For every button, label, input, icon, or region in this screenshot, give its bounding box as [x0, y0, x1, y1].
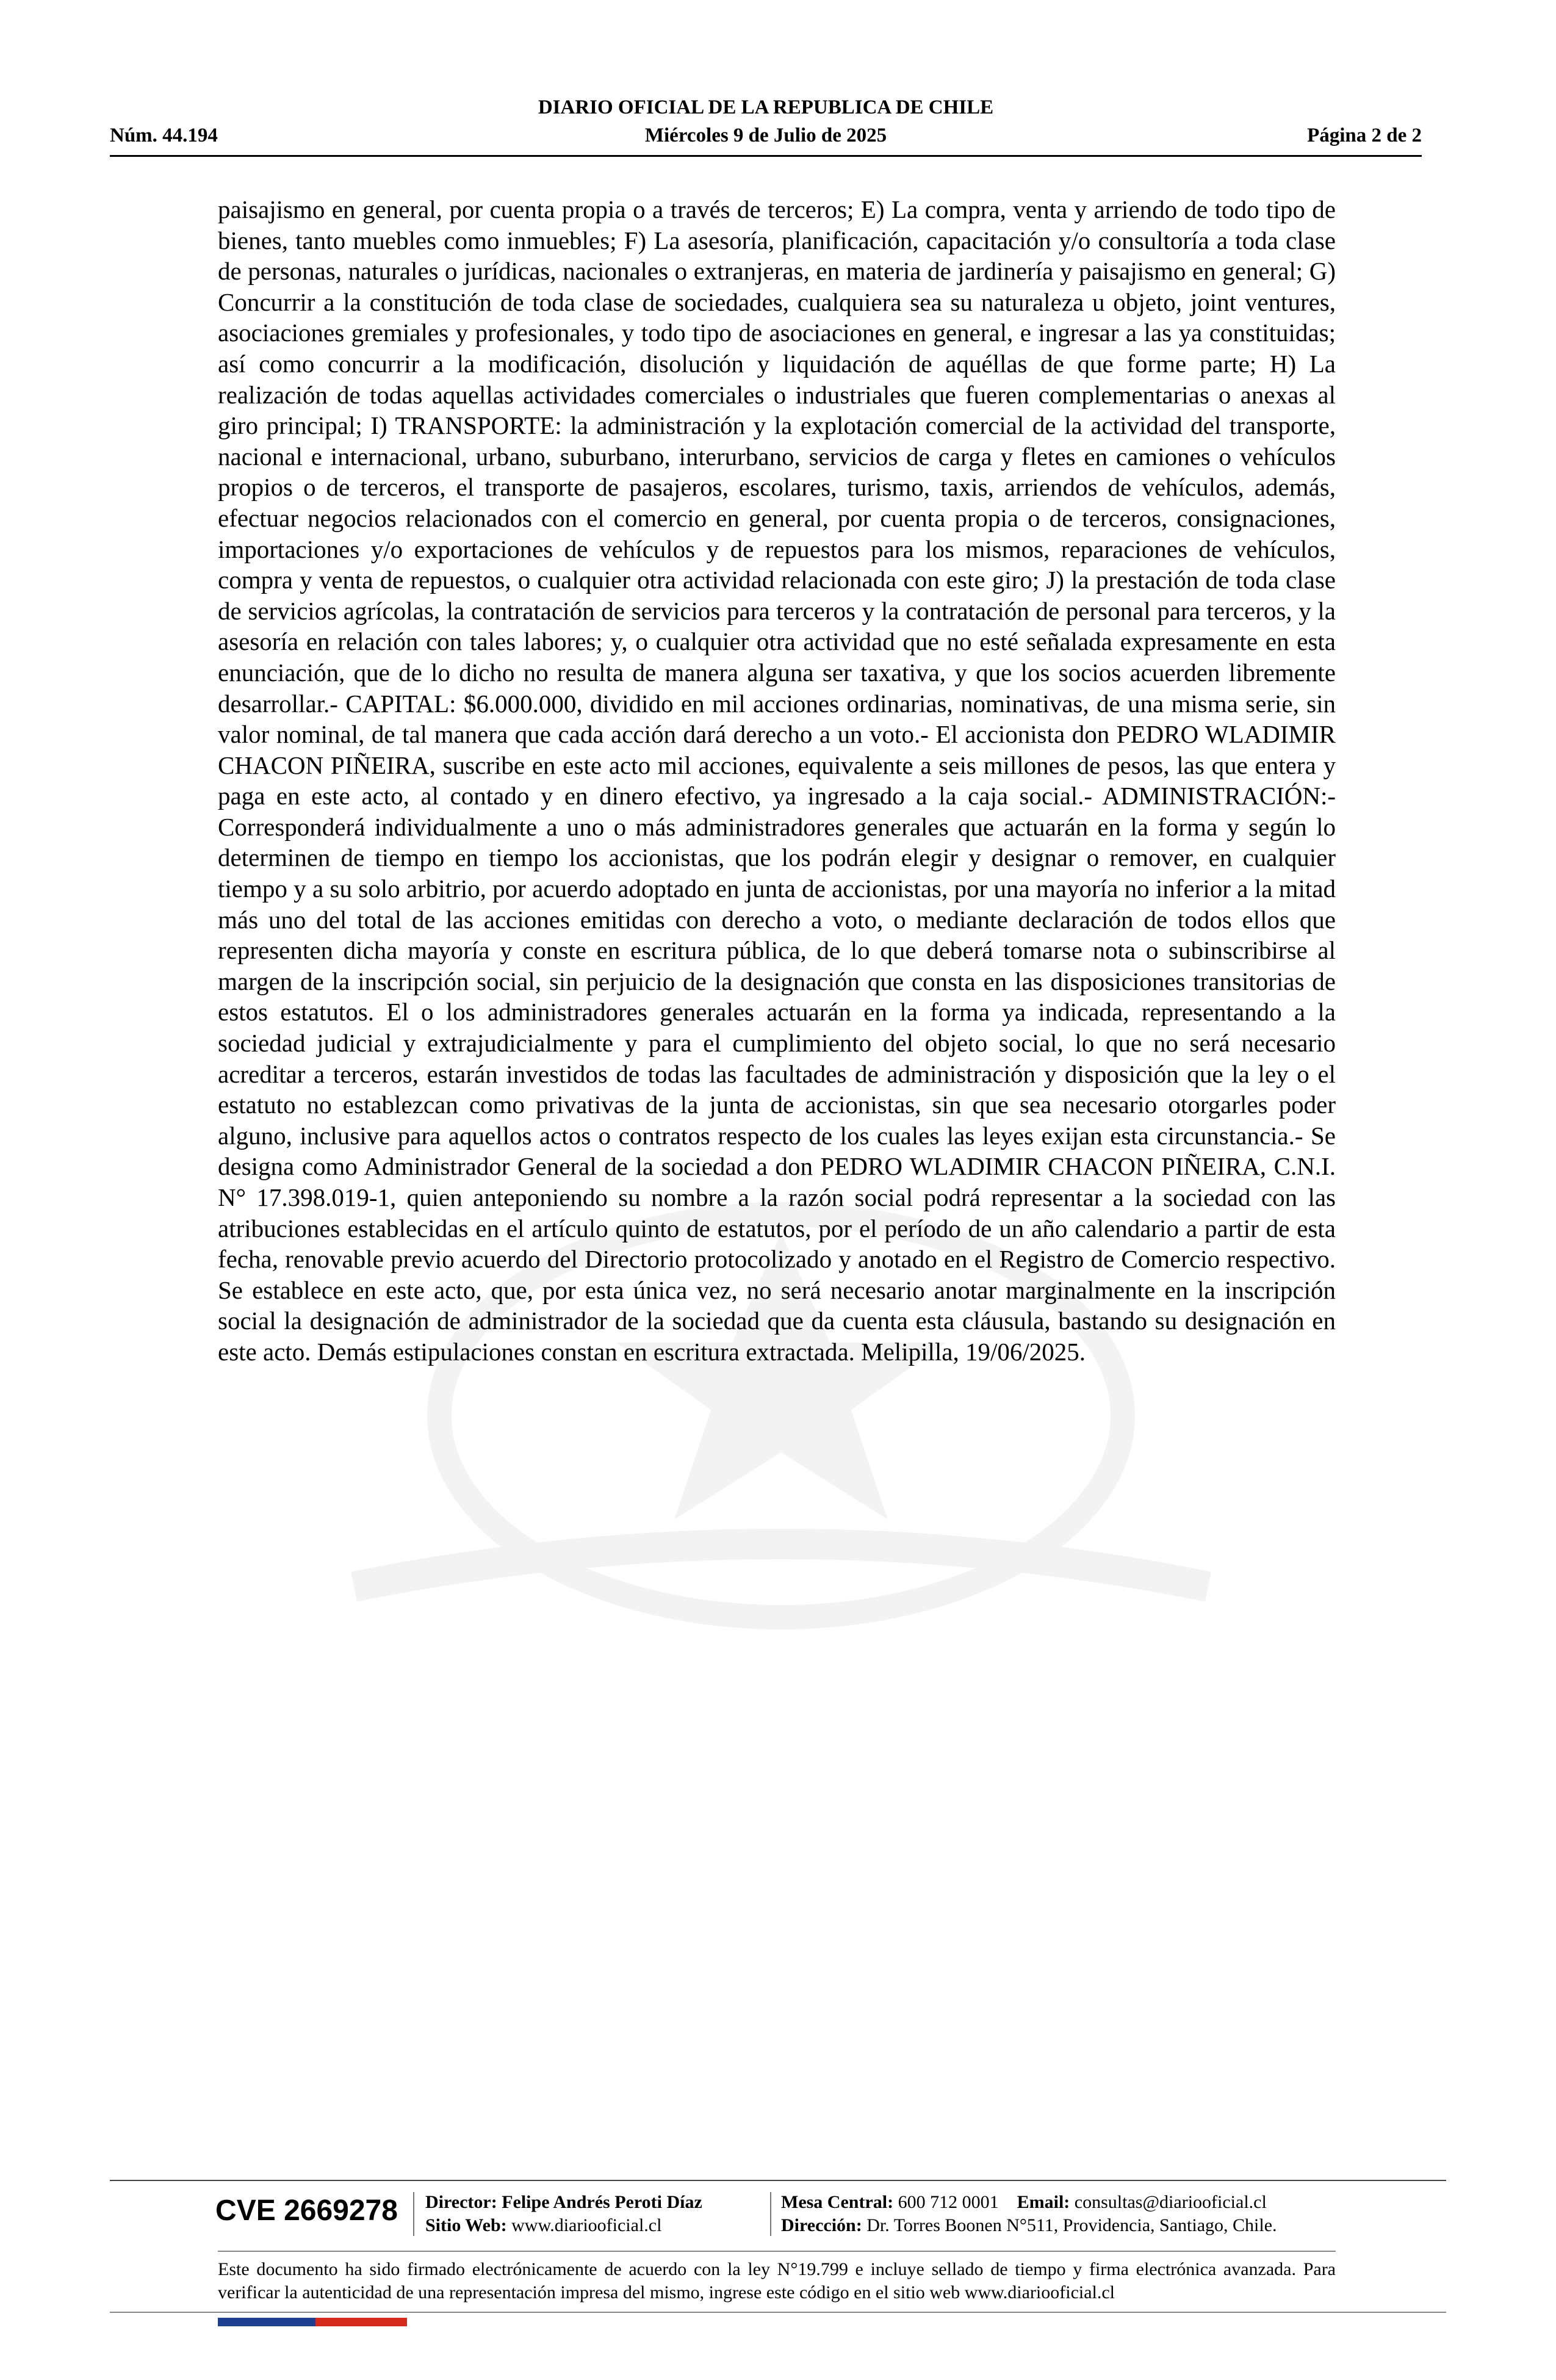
footer-director-block	[425, 2191, 702, 2237]
address-text: Dr. Torres Boonen N°511, Providencia, Santiago, Chile.	[866, 2215, 1277, 2235]
flag-stripe-red	[315, 2318, 407, 2326]
flag-stripe-blue	[218, 2318, 315, 2326]
header-divider	[110, 155, 1422, 157]
header-meta-row	[110, 121, 1422, 150]
footer-divider-top	[110, 2180, 1446, 2181]
footer-separator	[770, 2192, 771, 2236]
website-link[interactable]: www.diariooficial.cl	[511, 2215, 662, 2235]
footer-divider-bottom	[110, 2312, 1446, 2313]
phone-number: 600 712 0001	[898, 2192, 999, 2212]
address-label: Dirección:	[781, 2215, 862, 2235]
issue-number: Núm. 44.194	[110, 124, 218, 146]
page-header	[110, 95, 1422, 156]
footer-contact-block	[781, 2191, 1277, 2237]
issue-date: Miércoles 9 de Julio de 2025	[644, 124, 887, 146]
phone-label: Mesa Central:	[781, 2192, 894, 2212]
director-label: Director:	[425, 2192, 497, 2212]
director-name: Felipe Andrés Peroti Díaz	[502, 2192, 702, 2212]
cve-code: CVE 2669278	[215, 2194, 398, 2227]
website-label: Sitio Web:	[425, 2215, 507, 2235]
footer-separator	[413, 2192, 414, 2236]
email-label: Email:	[1017, 2192, 1070, 2212]
extract-body-text: paisajismo en general, por cuenta propia o a través de terceros; E) La compra, venta y arriendo de todo tipo de bienes, tanto muebles como inmuebles; F) La asesoría, planificación, capacitación y/o consultoría a toda clase de personas, naturales o jurídicas, nacionales o extranjeras, en materia de jardinería y paisajismo en general; G) Concurrir a la constitución de toda clase de sociedades, cualquiera sea su naturaleza u objeto, joint ventures, asociaciones gremiales y profesionales, y todo tipo de asociaciones en general, e ingresar a las ya constituidas; así como concurrir a la modificación, disolución y liquidación de aquéllas de que forme parte; H) La realización de todas aquellas actividades comerciales o industriales que fueren complementarias o anexas al giro principal; I) TRANSPORTE: la administración y la explotación comercial de la actividad del transporte, nacional e internacional, urbano, suburbano, interurbano, servicios de carga y fletes en camiones o vehículos propios o de terceros, el transporte de pasajeros, escolares, turismo, taxis, arriendos de vehículos, además, efectuar negocios relacionados con el comercio en general, por cuenta propia o de terceros, consignaciones, importaciones y/o exportaciones de vehículos y de repuestos para los mismos, reparaciones de vehículos, compra y venta de repuestos, o cualquier otra actividad relacionada con este giro; J) la prestación de toda clase de servicios agrícolas, la contratación de servicios para terceros y la contratación de personal para terceros, y la asesoría en relación con tales labores; y, o cualquier otra actividad que no esté señalada expresamente en esta enunciación, que de lo dicho no resulta de manera alguna ser taxativa, y que los socios acuerden libremente desarrollar.- CAPITAL: $6.000.000, dividido en mil acciones ordinarias, nominativas, de una misma serie, sin valor nominal, de tal manera que cada acción dará derecho a un voto.- El accionista don PEDRO WLADIMIR CHACON PIÑEIRA, suscribe en este acto mil acciones, equivalente a seis millones de pesos, las que entera y paga en este acto, al contado y en dinero efectivo, ya ingresado a la caja social.- ADMINISTRACIÓN:- Corresponderá individualmente a uno o más administradores generales que actuarán en la forma y según lo determinen de tiempo en tiempo los accionistas, que los podrán elegir y designar o remover, en cualquier tiempo y a su solo arbitrio, por acuerdo adoptado en junta de accionistas, por una mayoría no inferior a la mitad más uno del total de las acciones emitidas con derecho a voto, o mediante declaración de todos ellos que representen dicha mayoría y conste en escritura pública, de lo que deberá tomarse nota o subinscribirse al margen de la inscripción social, sin perjuicio de la designación que consta en las disposiciones transitorias de estos estatutos. El o los administradores generales actuarán en la forma ya indicada, representando a la sociedad judicial y extrajudicialmente y para el cumplimiento del objeto social, lo que no será necesario acreditar a terceros, estarán investidos de todas las facultades de administración y disposición que la ley o el estatuto no establezcan como privativas de la junta de accionistas, sin que sea necesario otorgarles poder alguno, inclusive para aquellos actos o contratos respecto de los cuales las leyes exijan esta circunstancia.- Se designa como Administrador General de la sociedad a don PEDRO WLADIMIR CHACON PIÑEIRA, C.N.I. N° 17.398.019-1, quien anteponiendo su nombre a la razón social podrá representar a la sociedad con las atribuciones establecidas en el artículo quinto de estatutos, por el período de un año calendario a partir de esta fecha, renovable previo acuerdo del Directorio protocolizado y anotado en el Registro de Comercio respectivo. Se establece en este acto, que, por esta única vez, no será necesario anotar marginalmente en la inscripción social la designación de administrador de la sociedad que da cuenta esta cláusula, bastando su designación en este acto. Demás estipulaciones constan en escritura extractada. Melipilla, 19/06/2025.	[218, 195, 1336, 1366]
email-link[interactable]: consultas@diariooficial.cl	[1074, 2192, 1267, 2212]
page-indicator: Página 2 de 2	[1307, 124, 1422, 146]
gazette-title: DIARIO OFICIAL DE LA REPUBLICA DE CHILE	[538, 96, 994, 118]
footer-divider-mid	[218, 2251, 1336, 2252]
electronic-signature-notice: Este documento ha sido firmado electrónicamente de acuerdo con la ley N°19.799 e incluye sellado de tiempo y firma electrónica avanzada. Para verificar la autenticidad de una representación impresa del mismo, ingrese este código en el sitio web www.diariooficial.cl	[218, 2259, 1336, 2302]
